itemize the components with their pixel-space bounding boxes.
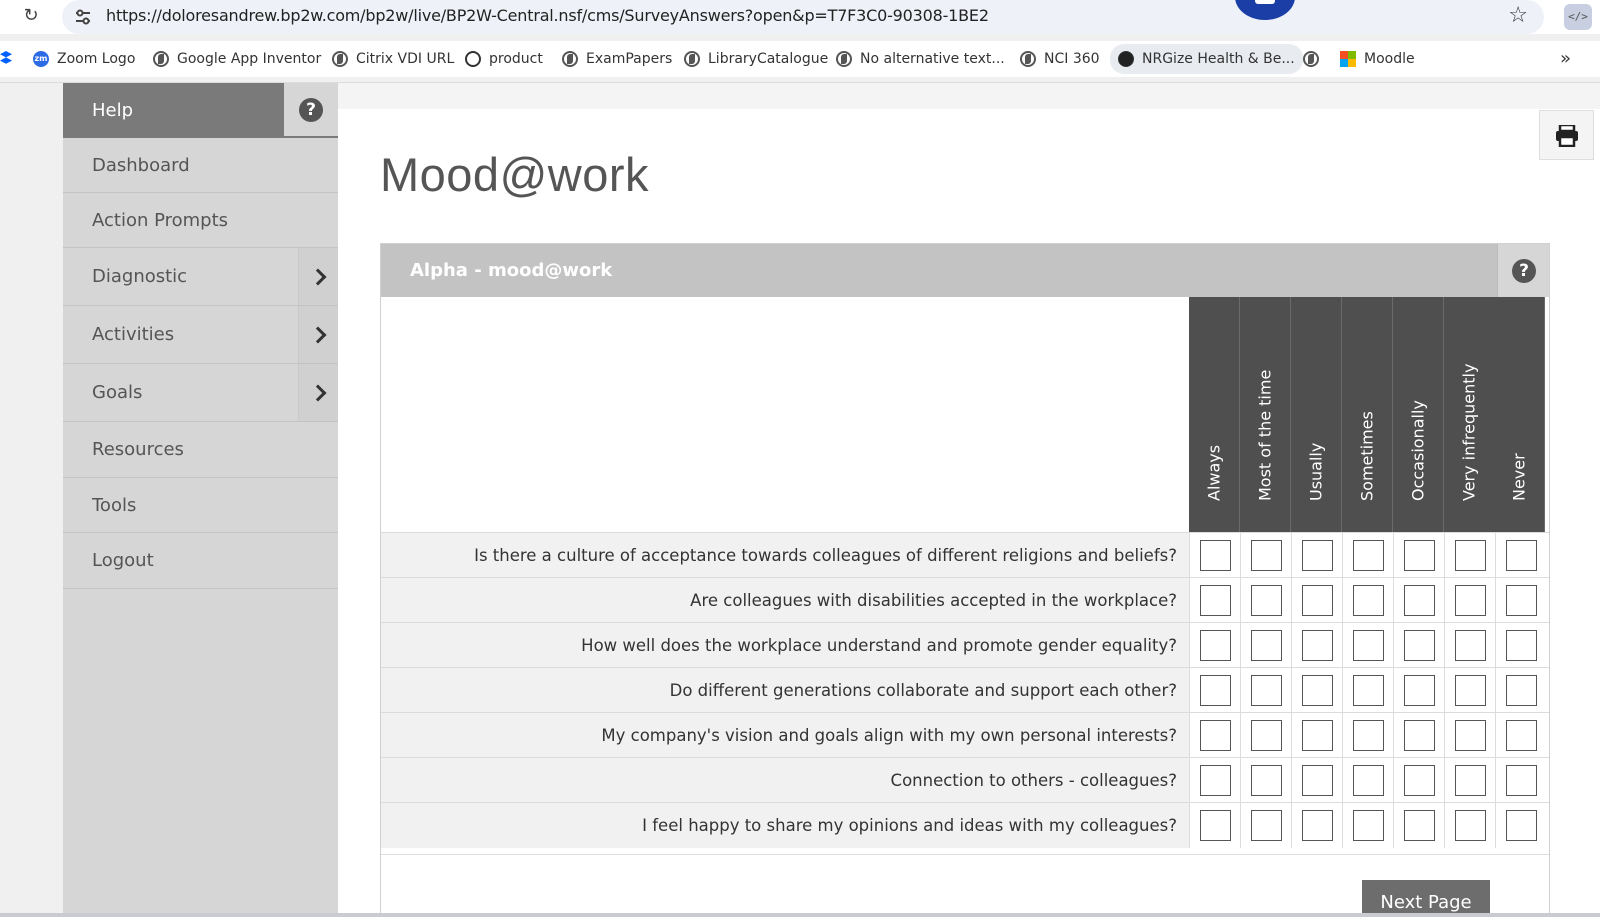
column-header bbox=[1444, 297, 1495, 532]
sidebar-item-action-prompts[interactable] bbox=[63, 193, 338, 248]
more-bookmarks-icon[interactable]: » bbox=[1560, 48, 1572, 69]
question-row bbox=[381, 712, 1549, 758]
panel-header bbox=[381, 244, 1549, 297]
globe-icon bbox=[684, 51, 700, 67]
url-text[interactable]: https://doloresandrew.bp2w.com/bp2w/live/BP2W-Central.nsf/cms/SurveyAnswers?open&p=T7F3C0-90308-1BE2 bbox=[106, 6, 989, 25]
bookmark-globe[interactable] bbox=[1303, 41, 1327, 77]
sidebar-item-goals[interactable] bbox=[63, 364, 338, 422]
survey-panel bbox=[380, 243, 1550, 917]
answer-cell bbox=[1495, 713, 1546, 758]
column-header bbox=[1342, 297, 1393, 532]
answer-cell bbox=[1291, 533, 1342, 578]
sidebar-item-label: Action Prompts bbox=[92, 210, 229, 231]
column-header-label: Very infrequently bbox=[1459, 363, 1479, 501]
address-bar[interactable] bbox=[62, 0, 1544, 34]
answer-checkbox[interactable] bbox=[1353, 540, 1384, 571]
answer-checkbox[interactable] bbox=[1404, 720, 1435, 751]
answer-cell bbox=[1342, 713, 1393, 758]
answer-checkbox[interactable] bbox=[1506, 810, 1537, 841]
answer-checkbox[interactable] bbox=[1404, 540, 1435, 571]
page-body bbox=[0, 83, 1600, 917]
answer-cell bbox=[1495, 578, 1546, 623]
answer-cell bbox=[1444, 623, 1495, 668]
answer-cell bbox=[1495, 533, 1546, 578]
answer-cell bbox=[1393, 668, 1444, 713]
bookmark-google-app-inventor[interactable] bbox=[153, 41, 321, 77]
answer-cell bbox=[1444, 803, 1495, 848]
question-row bbox=[381, 622, 1549, 668]
answer-checkbox[interactable] bbox=[1302, 540, 1333, 571]
answer-checkbox[interactable] bbox=[1200, 585, 1231, 616]
answer-cell bbox=[1240, 713, 1291, 758]
answer-checkbox[interactable] bbox=[1302, 675, 1333, 706]
answer-cell bbox=[1495, 803, 1546, 848]
globe-icon bbox=[1020, 51, 1036, 67]
answer-checkbox[interactable] bbox=[1251, 630, 1282, 661]
answer-cell bbox=[1240, 803, 1291, 848]
answer-cell bbox=[1189, 713, 1240, 758]
bookmark-label: Citrix VDI URL bbox=[356, 51, 455, 67]
sidebar-item-label: Resources bbox=[92, 439, 184, 460]
column-header-label: Never bbox=[1509, 453, 1529, 501]
answer-checkbox[interactable] bbox=[1455, 720, 1486, 751]
answer-checkbox[interactable] bbox=[1302, 630, 1333, 661]
chevron-right-icon[interactable] bbox=[298, 364, 338, 421]
answer-checkbox[interactable] bbox=[1455, 585, 1486, 616]
question-circle-icon: ? bbox=[1512, 259, 1536, 283]
answer-checkbox[interactable] bbox=[1506, 540, 1537, 571]
answer-cell bbox=[1393, 578, 1444, 623]
sidebar-item-diagnostic[interactable] bbox=[63, 248, 338, 306]
column-header-label: Occasionally bbox=[1408, 400, 1428, 501]
divider bbox=[381, 854, 1549, 855]
answer-cell bbox=[1189, 758, 1240, 803]
column-header bbox=[1189, 297, 1240, 532]
question-row bbox=[381, 577, 1549, 623]
top-strip bbox=[338, 83, 1600, 109]
question-text: How well does the workplace understand and promote gender equality? bbox=[381, 623, 1189, 668]
answer-checkbox[interactable] bbox=[1302, 585, 1333, 616]
sidebar-item-label: Logout bbox=[92, 550, 154, 571]
column-header bbox=[1393, 297, 1444, 532]
question-row bbox=[381, 667, 1549, 713]
answer-checkbox[interactable] bbox=[1353, 630, 1384, 661]
answer-checkbox[interactable] bbox=[1353, 585, 1384, 616]
column-header bbox=[1240, 297, 1291, 532]
sidebar-item-resources[interactable] bbox=[63, 422, 338, 478]
answer-cell bbox=[1393, 713, 1444, 758]
column-header bbox=[1494, 297, 1545, 532]
answer-checkbox[interactable] bbox=[1251, 720, 1282, 751]
question-text: Is there a culture of acceptance towards colleagues of different religions and beliefs? bbox=[381, 533, 1189, 578]
bookmark-citrix[interactable] bbox=[332, 41, 454, 77]
chevron-right-icon[interactable] bbox=[298, 248, 338, 305]
answer-checkbox[interactable] bbox=[1251, 585, 1282, 616]
bookmark-nrgize[interactable] bbox=[1110, 44, 1303, 74]
answer-checkbox[interactable] bbox=[1506, 675, 1537, 706]
site-settings-icon[interactable] bbox=[74, 8, 92, 26]
answer-cell bbox=[1240, 668, 1291, 713]
bookmark-librarycatalogue[interactable] bbox=[684, 41, 828, 77]
answer-checkbox[interactable] bbox=[1455, 630, 1486, 661]
answer-cell bbox=[1291, 578, 1342, 623]
answer-checkbox[interactable] bbox=[1200, 810, 1231, 841]
help-row bbox=[63, 83, 338, 138]
globe-icon bbox=[836, 51, 852, 67]
sidebar-item-tools[interactable] bbox=[63, 478, 338, 533]
answer-checkbox[interactable] bbox=[1251, 675, 1282, 706]
sidebar-item-label: Tools bbox=[92, 495, 137, 516]
sidebar-item-label: Dashboard bbox=[92, 155, 190, 176]
answer-checkbox[interactable] bbox=[1200, 675, 1231, 706]
answer-cell bbox=[1189, 803, 1240, 848]
bookmark-label: LibraryCatalogue bbox=[708, 51, 829, 67]
sidebar-item-logout[interactable] bbox=[63, 533, 338, 589]
answer-cell bbox=[1342, 533, 1393, 578]
answer-cell bbox=[1444, 713, 1495, 758]
bookmark-label: NRGize Health & Be... bbox=[1142, 51, 1295, 67]
panda-icon bbox=[465, 51, 481, 67]
answer-cell bbox=[1393, 803, 1444, 848]
answer-checkbox[interactable] bbox=[1404, 585, 1435, 616]
bookmark-label: Google App Inventor bbox=[177, 51, 322, 67]
answer-cell bbox=[1444, 533, 1495, 578]
answer-cell bbox=[1495, 668, 1546, 713]
answer-checkbox[interactable] bbox=[1404, 810, 1435, 841]
answer-cell bbox=[1444, 758, 1495, 803]
column-header-label: Usually bbox=[1306, 442, 1326, 501]
answer-checkbox[interactable] bbox=[1302, 810, 1333, 841]
answer-cell bbox=[1393, 623, 1444, 668]
microsoft-icon bbox=[1340, 51, 1356, 67]
column-header-label: Sometimes bbox=[1357, 411, 1377, 501]
help-toggle[interactable] bbox=[284, 83, 338, 138]
answer-checkbox[interactable] bbox=[1506, 585, 1537, 616]
address-bar-row bbox=[0, 0, 1600, 34]
answer-cell bbox=[1240, 578, 1291, 623]
sidebar-item-label: Diagnostic bbox=[92, 266, 188, 287]
answer-checkbox[interactable] bbox=[1302, 720, 1333, 751]
sidebar-item-activities[interactable] bbox=[63, 306, 338, 364]
reload-icon[interactable]: ↻ bbox=[23, 5, 39, 26]
sidebar-item-label: Goals bbox=[92, 382, 143, 403]
help-button[interactable]: Help bbox=[63, 83, 284, 138]
globe-icon bbox=[1303, 51, 1319, 67]
question-text: Connection to others - colleagues? bbox=[381, 758, 1189, 803]
answer-checkbox[interactable] bbox=[1353, 810, 1384, 841]
zoom-icon: zm bbox=[33, 51, 49, 67]
answer-cell bbox=[1495, 758, 1546, 803]
answer-cell bbox=[1189, 578, 1240, 623]
answer-checkbox[interactable] bbox=[1353, 675, 1384, 706]
next-page-button[interactable]: Next Page bbox=[1362, 880, 1490, 917]
answer-cell bbox=[1342, 578, 1393, 623]
answer-cell bbox=[1342, 803, 1393, 848]
question-text: My company's vision and goals align with my own personal interests? bbox=[381, 713, 1189, 758]
sidebar-item-dashboard[interactable] bbox=[63, 138, 338, 193]
answer-cell bbox=[1444, 578, 1495, 623]
answer-cell bbox=[1342, 623, 1393, 668]
answer-checkbox[interactable] bbox=[1200, 540, 1231, 571]
bookmark-product[interactable] bbox=[465, 41, 543, 77]
answer-checkbox[interactable] bbox=[1302, 765, 1333, 796]
answer-cell bbox=[1393, 533, 1444, 578]
question-row bbox=[381, 757, 1549, 803]
answer-checkbox[interactable] bbox=[1200, 720, 1231, 751]
question-row bbox=[381, 532, 1549, 578]
bookmark-label: NCI 360 bbox=[1044, 51, 1100, 67]
answer-cell bbox=[1240, 533, 1291, 578]
answer-checkbox[interactable] bbox=[1455, 540, 1486, 571]
answer-checkbox[interactable] bbox=[1506, 765, 1537, 796]
bookmark-no-alt-text[interactable] bbox=[836, 41, 1005, 77]
answer-checkbox[interactable] bbox=[1404, 765, 1435, 796]
bookmark-label: Zoom Logo bbox=[57, 51, 136, 67]
bookmark-moodle[interactable] bbox=[1340, 41, 1415, 77]
column-header-label: Always bbox=[1204, 444, 1224, 501]
sidebar bbox=[63, 83, 338, 917]
globe-icon bbox=[332, 51, 348, 67]
answer-checkbox[interactable] bbox=[1455, 765, 1486, 796]
answer-checkbox[interactable] bbox=[1251, 540, 1282, 571]
bookmark-label: No alternative text... bbox=[860, 51, 1005, 67]
question-text: Are colleagues with disabilities accepted in the workplace? bbox=[381, 578, 1189, 623]
globe-icon bbox=[153, 51, 169, 67]
answer-checkbox[interactable] bbox=[1404, 675, 1435, 706]
answer-checkbox[interactable] bbox=[1200, 630, 1231, 661]
answer-cell bbox=[1393, 758, 1444, 803]
panel-title: Alpha - mood@work bbox=[410, 260, 613, 281]
bookmark-zoom-logo[interactable] bbox=[33, 41, 135, 77]
column-header-label: Most of the time bbox=[1255, 369, 1275, 501]
sidebar-item-label: Activities bbox=[92, 324, 175, 345]
window-bottom-edge bbox=[0, 913, 1600, 917]
answer-cell bbox=[1189, 668, 1240, 713]
page-title: Mood@work bbox=[380, 148, 650, 201]
question-text: I feel happy to share my opinions and ideas with my colleagues? bbox=[381, 803, 1189, 848]
answer-checkbox[interactable] bbox=[1251, 810, 1282, 841]
bookmark-exampapers[interactable] bbox=[562, 41, 672, 77]
bookmark-label: product bbox=[489, 51, 543, 67]
answer-checkbox[interactable] bbox=[1251, 765, 1282, 796]
answer-checkbox[interactable] bbox=[1455, 810, 1486, 841]
answer-cell bbox=[1495, 623, 1546, 668]
answer-checkbox[interactable] bbox=[1353, 720, 1384, 751]
nrgize-icon bbox=[1118, 51, 1134, 67]
answer-cell bbox=[1342, 668, 1393, 713]
answer-cell bbox=[1240, 623, 1291, 668]
answer-checkbox[interactable] bbox=[1506, 720, 1537, 751]
answer-checkbox[interactable] bbox=[1200, 765, 1231, 796]
print-button[interactable] bbox=[1539, 110, 1594, 160]
answer-cell bbox=[1291, 803, 1342, 848]
bookmark-star-icon[interactable]: ☆ bbox=[1508, 3, 1528, 28]
answer-checkbox[interactable] bbox=[1506, 630, 1537, 661]
answer-checkbox[interactable] bbox=[1353, 765, 1384, 796]
answer-cell bbox=[1291, 758, 1342, 803]
devtools-icon[interactable]: </> bbox=[1564, 4, 1592, 30]
bookmark-label: Moodle bbox=[1364, 51, 1415, 67]
question-row bbox=[381, 802, 1549, 848]
answer-checkbox[interactable] bbox=[1455, 675, 1486, 706]
answer-cell bbox=[1189, 623, 1240, 668]
answer-checkbox[interactable] bbox=[1404, 630, 1435, 661]
globe-icon bbox=[562, 51, 578, 67]
answer-cell bbox=[1444, 668, 1495, 713]
question-circle-icon: ? bbox=[299, 98, 323, 122]
answer-cell bbox=[1240, 758, 1291, 803]
chevron-right-icon[interactable] bbox=[298, 306, 338, 363]
dropbox-icon[interactable] bbox=[0, 51, 12, 67]
answer-cell bbox=[1342, 758, 1393, 803]
panel-help[interactable] bbox=[1497, 244, 1549, 297]
answer-cell bbox=[1291, 668, 1342, 713]
printer-icon bbox=[1555, 125, 1579, 147]
question-text: Do different generations collaborate and support each other? bbox=[381, 668, 1189, 713]
answer-cell bbox=[1189, 533, 1240, 578]
column-header bbox=[1291, 297, 1342, 532]
bookmarks-bar bbox=[0, 41, 1600, 77]
bookmark-nci-360[interactable] bbox=[1020, 41, 1100, 77]
bookmark-label: ExamPapers bbox=[586, 51, 673, 67]
answer-cell bbox=[1291, 623, 1342, 668]
answer-cell bbox=[1291, 713, 1342, 758]
